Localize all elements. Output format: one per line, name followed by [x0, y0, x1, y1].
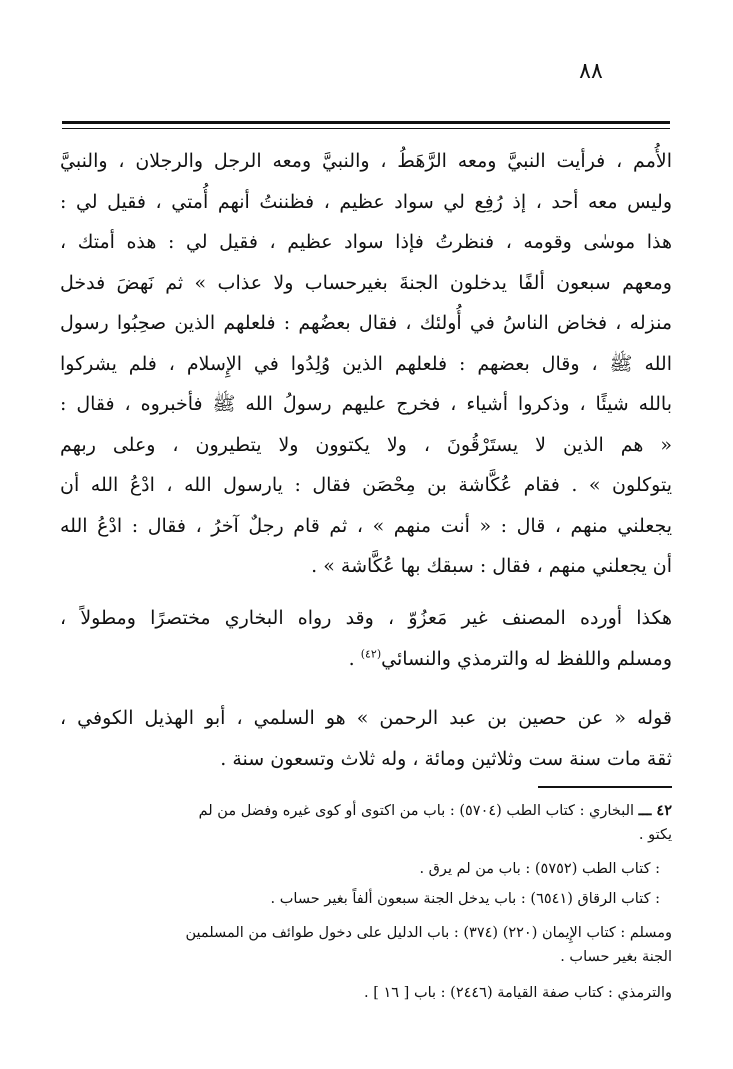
text-line: هذا موسٰى وقومه ، فنظرتُ فإذا سواد عظيم ، فقيل لي : هذه أمتك ،: [60, 231, 672, 253]
text-line: وليس معه أحد ، إذ رُفِع لي سواد عظيم ، فظننتُ أنهم أُمتي ، فقيل لي :: [60, 190, 672, 213]
text-line: ثقة مات سنة ست وثلاثين ومائة ، وله ثلاث وتسعون سنة .: [220, 747, 672, 770]
text-line: الأُمم ، فرأيت النبيَّ ومعه الرَّهَطُ ، والنبيَّ ومعه الرجل والرجلان ، والنبيَّ: [60, 150, 672, 172]
text-line: يتوكلون » . فقام عُكَّاشة بن مِحْصَن فقال : يارسول الله ، ادْعُ الله أن: [60, 474, 672, 496]
footnote-number: ٤٢ ـــ: [638, 802, 672, 819]
footnote-line: [60, 799, 672, 823]
text-fragment: ومسلم واللفظ له والترمذي والنسائي: [381, 647, 672, 670]
text-line: هكذا أورده المصنف غير مَعزُوّ ، وقد رواه البخاري مختصرًا ومطولاً ،: [60, 607, 672, 629]
footnote-line: : كتاب الرقاق (٦٥٤١) : باب يدخل الجنة سبعون ألفاً بغير حساب .: [270, 891, 660, 907]
paragraph-commentary: [60, 698, 672, 779]
header-rule-thick: [62, 121, 670, 124]
text-line: ومعهم سبعون ألفًا يدخلون الجنةَ بغيرحساب ولا عذاب » ثم نَهضَ فدخل: [60, 271, 672, 294]
text-line: أن يجعلني منهم ، فقال : سبقك بها عُكَّاشة » .: [311, 555, 672, 577]
text-line: [60, 639, 672, 680]
text-line: بالله شيئًا ، وذكروا أشياء ، فخرج عليهم رسولُ الله ﷺ فأخبروه ، فقال :: [60, 393, 672, 415]
paragraph-hadith: [60, 141, 672, 587]
text-line: قوله « عن حصين بن عبد الرحمن » هو السلمي ، أبو الهذيل الكوفي ،: [60, 707, 672, 729]
footnotes: [60, 799, 672, 1005]
text-line: يجعلني منهم ، قال : « أنت منهم » ، ثم قام رجلٌ آخرُ ، فقال : ادْعُ الله: [60, 514, 672, 537]
footnote-line: ومسلم : كتاب الإِيمان (٢٢٠) (٣٧٤) : باب الدليل على دخول طوائف من المسلمين: [185, 925, 672, 941]
text-fragment: البخاري : كتاب الطب (٥٧٠٤) : باب من اكتوى أو كوى غيره وفضل من لم: [198, 803, 639, 819]
text-fragment: .: [348, 647, 361, 670]
paragraph-source: [60, 598, 672, 679]
footnote-line: والترمذي : كتاب صفة القيامة (٢٤٤٦) : باب [ ١٦ ] .: [364, 985, 672, 1001]
text-line: الله ﷺ ، وقال بعضهم : فلعلهم الذين وُلِدُوا في الإِسلام ، فلم يشركوا: [60, 352, 672, 375]
header-rule-thin: [62, 128, 670, 129]
footnote-reference: (٤٢): [360, 647, 382, 661]
footnote-line: الجنة بغير حساب .: [560, 949, 672, 965]
text-line: منزله ، فخاض الناسُ في أُولئك ، فقال بعضُهم : فلعلهم الذين صحِبُوا رسول: [60, 312, 672, 334]
footnote-line: : كتاب الطب (٥٧٥٢) : باب من لم يرق .: [419, 861, 660, 877]
footnote-separator: [538, 786, 672, 788]
page-number: ٨٨: [579, 59, 603, 84]
text-line: « هم الذين لا يستَرْقُونَ ، ولا يكتوون ولا يتطيرون ، وعلى ربهم: [60, 433, 672, 456]
footnote-line: يكتو .: [638, 827, 672, 843]
